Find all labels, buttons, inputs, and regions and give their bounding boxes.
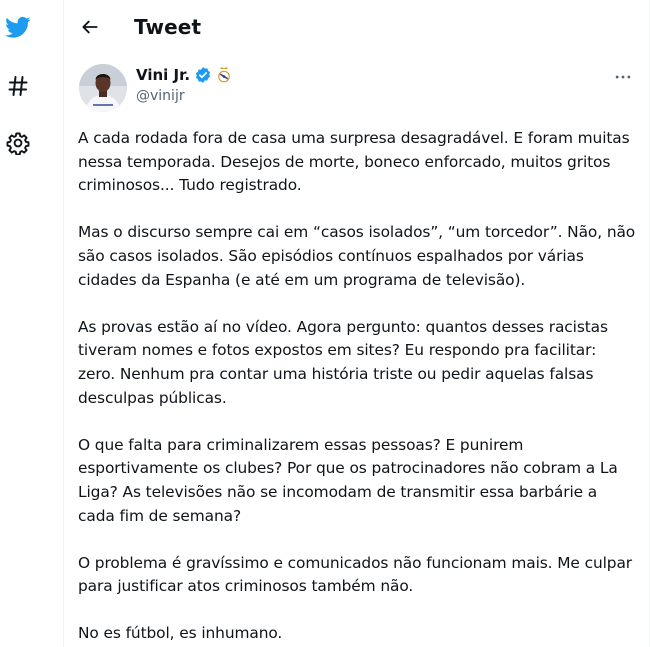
- tweet-paragraph: O que falta para criminalizarem essas pessoas? E punirem esportivamente os clubes? Por que os patrocinadores não cobram a La Liga? As televisões não se incomodam de transmitir essa barbárie a cada fim de semana?: [78, 435, 618, 525]
- author-handle[interactable]: @vinijr: [136, 88, 185, 104]
- real-madrid-crest-icon: [216, 66, 232, 84]
- side-nav: [0, 0, 64, 647]
- tweet-text: [78, 127, 638, 647]
- page-title: Tweet: [134, 15, 202, 39]
- tweet-detail-column: [63, 0, 650, 647]
- twitter-home-button[interactable]: [0, 9, 36, 45]
- tweet-paragraph: As provas estão aí no vídeo. Agora pergunto: quantos desses racistas tiveram nomes e fotos expostos em sites? Eu respondo pra facilitar: zero. Nenhum pra contar uma história triste ou pedir aquelas falsas desculpas públicas.: [78, 317, 608, 407]
- more-options-button[interactable]: [608, 62, 638, 92]
- back-arrow-icon: [80, 17, 100, 37]
- avatar[interactable]: [79, 64, 127, 112]
- tweet-paragraph: A cada rodada fora de casa uma surpresa desagradável. E foram muitas nessa temporada. Desejos de morte, boneco enforcado, muitos gritos criminosos... Tudo registrado.: [78, 129, 630, 195]
- back-button[interactable]: [72, 9, 108, 45]
- author-name-row: [136, 65, 232, 85]
- author-name[interactable]: Vini Jr.: [136, 66, 191, 84]
- explore-button[interactable]: [0, 68, 36, 104]
- more-horizontal-icon: [613, 67, 633, 87]
- twitter-bird-icon: [3, 14, 33, 40]
- gear-icon: [6, 131, 30, 155]
- tweet-header: [64, 0, 650, 53]
- hashtag-icon: [6, 74, 30, 98]
- avatar-photo-icon: [79, 64, 127, 112]
- tweet-paragraph: Mas o discurso sempre cai em “casos isolados”, “um torcedor”. Não, não são casos isolados. São episódios contínuos espalhados por várias cidades da Espanha (e até em um programa de televisão).: [78, 223, 636, 289]
- tweet-paragraph: O problema é gravíssimo e comunicados não funcionam mais. Me culpar para justificar atos criminosos também não.: [78, 553, 633, 596]
- verified-badge-icon: [194, 66, 212, 84]
- tweet-paragraph: No es fútbol, es inhumano.: [78, 624, 283, 643]
- settings-button[interactable]: [0, 125, 36, 161]
